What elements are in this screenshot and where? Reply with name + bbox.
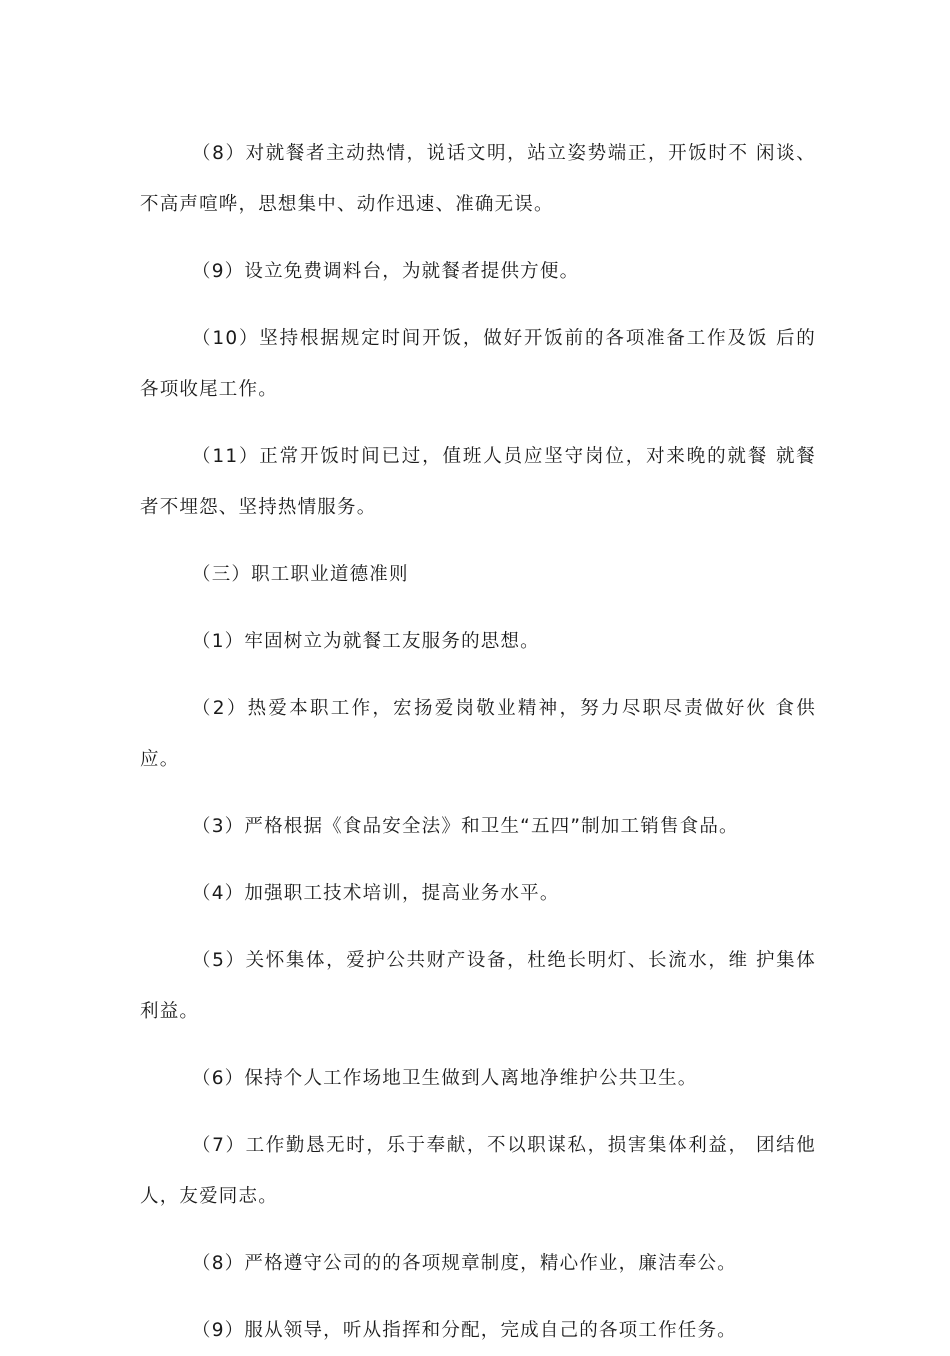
section-heading-ethics: （三）职工职业道德准则: [192, 564, 409, 585]
paragraph-8-service: （8）对就餐者主动热情，说话文明，站立姿势端正，开饭时不 闲谈、不高声喧哗，思想集中、动作迅速、准确无误。: [140, 143, 816, 215]
paragraph-ethics-3: （3）严格根据《食品安全法》和卫生“五四”制加工销售食品。: [192, 816, 739, 837]
paragraph-ethics-9: （9）服从领导，听从指挥和分配，完成自己的各项工作任务。: [192, 1320, 737, 1341]
paragraph-ethics-6: （6）保持个人工作场地卫生做到人离地净维护公共卫生。: [192, 1068, 698, 1089]
document-body: [140, 128, 816, 1356]
paragraph-10-schedule: （10）坚持根据规定时间开饭，做好开饭前的各项准备工作及饭 后的各项收尾工作。: [140, 328, 816, 400]
paragraph-ethics-8: （8）严格遵守公司的的各项规章制度，精心作业，廉洁奉公。: [192, 1253, 737, 1274]
paragraph-ethics-4: （4）加强职工技术培训，提高业务水平。: [192, 883, 560, 904]
paragraph-9-condiment: （9）设立免费调料台，为就餐者提供方便。: [192, 261, 580, 282]
paragraph-ethics-7: （7）工作勤恳无时，乐于奉献，不以职谋私，损害集体利益， 团结他人，友爱同志。: [140, 1135, 816, 1207]
paragraph-11-late-diners: （11）正常开饭时间已过，值班人员应坚守岗位，对来晚的就餐 就餐者不埋怨、坚持热情服务。: [140, 446, 816, 518]
paragraph-ethics-5: （5）关怀集体，爱护公共财产设备，杜绝长明灯、长流水，维 护集体利益。: [140, 950, 816, 1022]
paragraph-ethics-2: （2）热爱本职工作，宏扬爱岗敬业精神，努力尽职尽责做好伙 食供应。: [140, 698, 816, 770]
paragraph-ethics-1: （1）牢固树立为就餐工友服务的思想。: [192, 631, 540, 652]
